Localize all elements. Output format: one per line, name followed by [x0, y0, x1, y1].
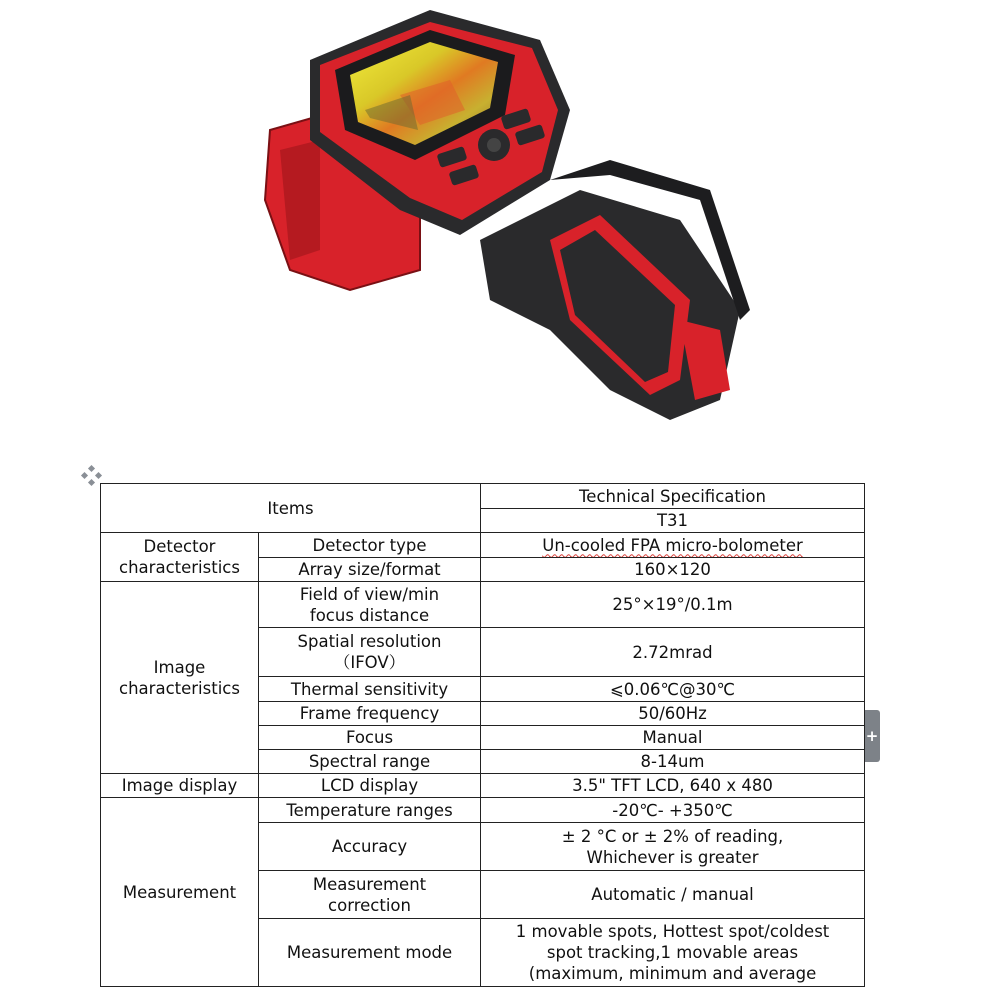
value-cell: 1 movable spots, Hottest spot/coldest spot tracking,1 movable areas (maximum, minimum and average: [481, 919, 865, 987]
model-cell: T31: [481, 509, 865, 533]
item-cell: LCD display: [259, 774, 481, 798]
group-image: Image characteristics: [101, 582, 259, 774]
item-cell: Field of view/min focus distance: [259, 582, 481, 628]
table-row: [101, 774, 865, 798]
table-row: [101, 484, 865, 509]
item-cell: Accuracy: [259, 823, 481, 871]
value-cell: 2.72mrad: [481, 628, 865, 677]
value-cell: 25°×19°/0.1m: [481, 582, 865, 628]
header-spec: Technical Specification: [481, 484, 865, 509]
value-cell: ± 2 °C or ± 2% of reading, Whichever is greater: [481, 823, 865, 871]
item-cell: Thermal sensitivity: [259, 677, 481, 702]
table-row: [101, 582, 865, 628]
value-cell: 3.5" TFT LCD, 640 x 480: [481, 774, 865, 798]
item-cell: Measurement correction: [259, 871, 481, 919]
value-cell: -20℃- +350℃: [481, 798, 865, 823]
thermal-camera-image: [250, 0, 770, 440]
item-cell: Spatial resolution （IFOV）: [259, 628, 481, 677]
item-cell: Temperature ranges: [259, 798, 481, 823]
item-cell: Frame frequency: [259, 702, 481, 726]
item-cell: Spectral range: [259, 750, 481, 774]
item-cell: Array size/format: [259, 558, 481, 582]
value-cell: Manual: [481, 726, 865, 750]
table-row: [101, 533, 865, 558]
group-measurement: Measurement: [101, 798, 259, 987]
value-cell: 160×120: [481, 558, 865, 582]
item-cell: Measurement mode: [259, 919, 481, 987]
item-cell: Detector type: [259, 533, 481, 558]
value-cell: 50/60Hz: [481, 702, 865, 726]
header-items: Items: [101, 484, 481, 533]
group-display: Image display: [101, 774, 259, 798]
side-tab-plus[interactable]: [864, 710, 880, 762]
value-cell: Automatic / manual: [481, 871, 865, 919]
item-cell: Focus: [259, 726, 481, 750]
spec-table: [100, 483, 865, 987]
plus-icon: +: [865, 727, 879, 745]
value-cell: 8-14um: [481, 750, 865, 774]
group-detector: Detector characteristics: [101, 533, 259, 582]
table-row: [101, 798, 865, 823]
value-cell: Un-cooled FPA micro-bolometer: [481, 533, 865, 558]
value-cell: ⩽0.06℃@30℃: [481, 677, 865, 702]
